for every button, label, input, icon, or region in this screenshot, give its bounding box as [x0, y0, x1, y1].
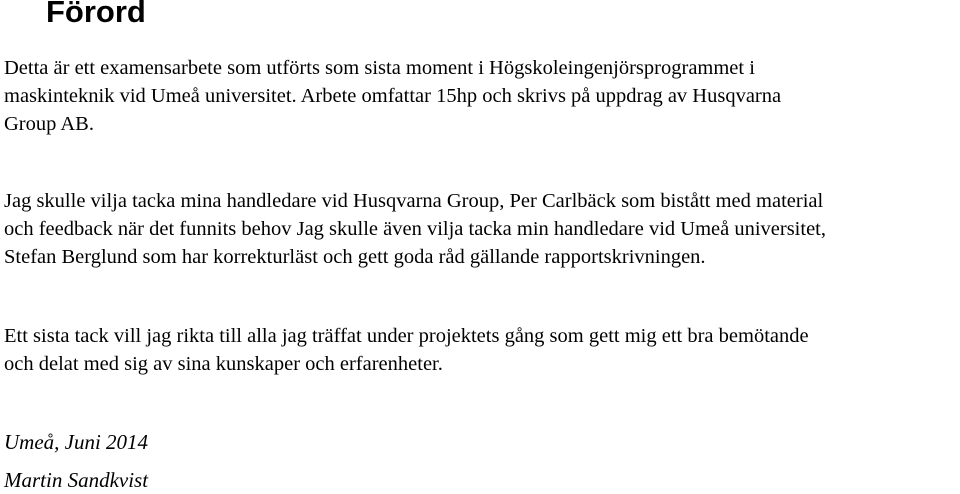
signature-place-date: Umeå, Juni 2014 [4, 430, 149, 454]
paragraph-line: Jag skulle vilja tacka mina handledare vid Husqvarna Group, Per Carlbäck som bistått med material [4, 190, 824, 212]
paragraph-intro [4, 54, 956, 138]
signature-author: Martin Sandkvist [4, 468, 149, 492]
paragraph-line: maskinteknik vid Umeå universitet. Arbete omfattar 15hp och skrivs på uppdrag av Husqvarna [4, 85, 782, 107]
paragraph-line: Detta är ett examensarbete som utförts som sista moment i Högskoleingenjörsprogrammet i [4, 57, 755, 79]
paragraph-line: och delat med sig av sina kunskaper och erfarenheter. [4, 353, 443, 375]
paragraph-thanks-all [4, 322, 956, 378]
paragraph-line: Ett sista tack vill jag rikta till alla jag träffat under projektets gång som gett mig ett bra bemötande [4, 325, 809, 347]
paragraph-line: Group AB. [4, 113, 94, 135]
page-title: Förord [46, 0, 146, 29]
paragraph-line: Stefan Berglund som har korrekturläst och gett goda råd gällande rapportskrivningen. [4, 246, 706, 268]
paragraph-thanks-supervisors [4, 187, 956, 271]
paragraph-line: och feedback när det funnits behov Jag skulle även vilja tacka min handledare vid Umeå universitet, [4, 218, 826, 240]
